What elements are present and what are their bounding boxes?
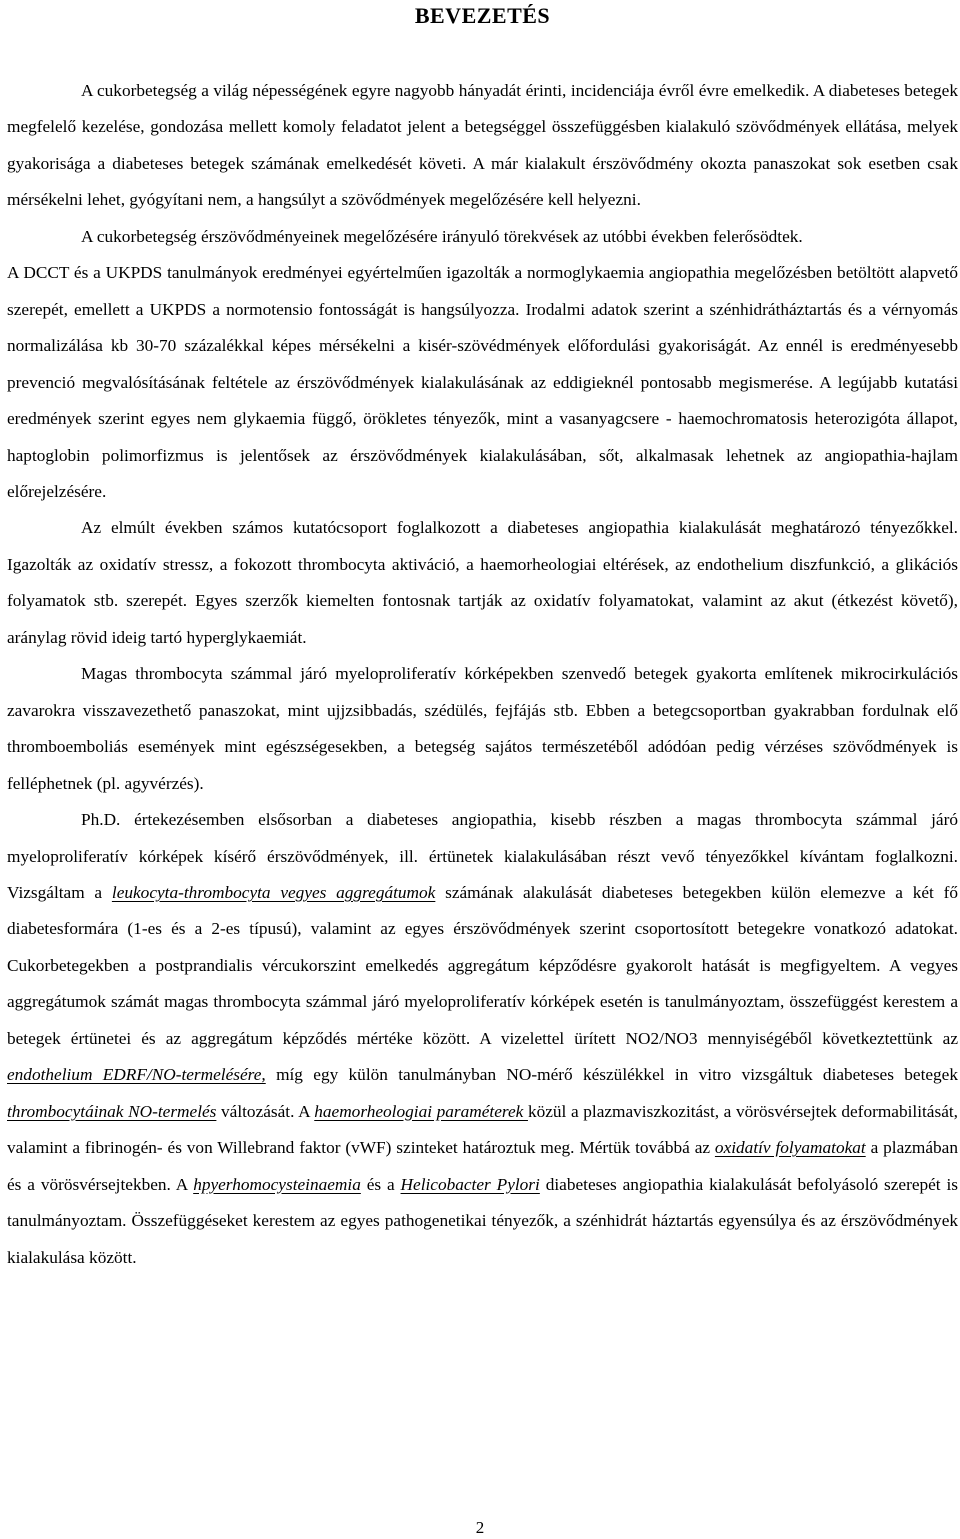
text-run: számának alakulását diabeteses betegekben külön elemezve a két fő diabetesformára (1-es és a 2-es típusú), valamint az egyes érszövődmények szerint csoportosított betegekre vonatkozó adatokat. Cukorbetegekben a postprandialis vércukorszint emelkedés aggregátum képződésre gyakorolt hatását is megfigyeltem. A vegyes aggregátumok számát magas thrombocyta számmal járó myeloproliferatív kórképek esetén is tanulmányoztam, összefüggést kerestem a betegek értünetei és az aggregátum képződés mértéke között. A vizelettel ürített NO2/NO3 mennyiségéből következtettünk az — [7, 882, 958, 1048]
emphasis-homocysteinaemia: hpyerhomocysteinaemia — [193, 1174, 361, 1194]
text-run: közül a plazmaviszkozitást, a vörösvérsejtek deformabilitását, valamint a fibrinogén- és von Willebrand faktor (vWF) szinteket határoztuk meg. Mértük továbbá az — [7, 1101, 958, 1158]
paragraph-thrombocyta: Magas thrombocyta számmal járó myeloproliferatív kórképekben szenvedő betegek gyakorta említenek mikrocirkulációs zavarokra visszavezethető panaszokat, mint ujjzsibbadás, szédülés, fejfájás stb. Ebben a betegcsoportban gyakrabban fordulnak elő thromboemboliás események mint egészségesekben, a betegség sajátos természetéből adódóan pedig vérzéses szövődmények is felléphetnek (pl. agyvérzés). — [7, 664, 958, 793]
emphasis-no-production: thrombocytáinak NO-termelés — [7, 1101, 217, 1121]
page-number: 2 — [475, 1518, 485, 1537]
body-text — [7, 73, 958, 1276]
text-run: Ph.D. értekezésemben elsősorban a diabeteses angiopathia, kisebb részben a magas thrombocyta számmal járó myeloproliferatív kórképek kísérő érszövődmények, ill. értünetek kialakulásában részt vevő tényezőkkel kívántam foglalkozni. Vizsgáltam a — [7, 810, 958, 902]
text-run: míg egy külön tanulmányban NO-mérő készülékkel in vitro vizsgáltuk diabeteses betegek — [265, 1065, 958, 1085]
emphasis-helicobacter: Helicobacter Pylori — [400, 1174, 540, 1194]
text-run: változását. A — [216, 1101, 315, 1121]
emphasis-haemorheology: haemorheologiai paraméterek — [314, 1101, 528, 1121]
document-page — [7, 0, 958, 1276]
paragraph-prevention-trend: A cukorbetegség érszövődményeinek megelőzésére irányuló törekvések az utóbbi években felerősödtek. — [81, 226, 803, 246]
emphasis-endothelium: endothelium EDRF/NO-termelésére, — [7, 1065, 266, 1085]
paragraph-dcct-ukpds: A DCCT és a UKPDS tanulmányok eredményei egyértelműen igazolták a normoglykaemia angiopathia megelőzésben betöltött alapvető szerepét, emellett a UKPDS a normotensio fontosságát is hangsúlyozza. Irodalmi adatok szerint a szénhidrátháztartás és a vérnyomás normalizálása kb 30-70 százalékkal képes mérsékelni a kisér-szövédmények előfordulási gyakoriságát. Az ennél is eredményesebb prevenció megvalósításának feltétele az érszövődmények kialakulásának az eddigieknél pontosabb megismerése. A legújabb kutatási eredmények szerint egyes nem glykaemia függő, örökletes tényezők, mint a vasanyagcsere - haemochromatosis heterozigóta állapot, haptoglobin polimorfizmus is jelentősek az érszövődmények kialakulásában, sőt, alkalmasak lehetnek az angiopathia-hajlam előrejelzésére. — [7, 263, 958, 501]
page-title: BEVEZETÉS — [414, 3, 551, 28]
paragraph-phd-aims — [7, 802, 958, 1276]
paragraph-intro: A cukorbetegség a világ népességének egyre nagyobb hányadát érinti, incidenciája évről évre emelkedik. A diabeteses betegek megfelelő kezelése, gondozása mellett komoly feladatot jelent a betegséggel összefüggésben kialakuló szövődmények ellátása, melyek gyakorisága a diabeteses betegek számának emelkedését követi. A már kialakult érszövődmény okozta panaszokat sok esetben csak mérsékelni lehet, gyógyítani nem, a hangsúlyt a szövődmények megelőzésére kell helyezni. — [7, 81, 958, 210]
emphasis-aggregates: leukocyta-thrombocyta vegyes aggregátumok — [111, 882, 436, 902]
text-run: diabeteses angiopathia kialakulását befolyásoló szerepét is tanulmányoztam. Összefüggéseket kerestem az egyes pathogenetikai tényezők, a szénhidrát háztartás egyensúlya és az érszövődmények kialakulása között. — [7, 1174, 959, 1267]
text-run: a plazmában és a vörösvérsejtekben. A — [7, 1138, 958, 1194]
paragraph-research-groups: Az elmúlt években számos kutatócsoport foglalkozott a diabeteses angiopathia kialakulását meghatározó tényezőkkel. Igazolták az oxidatív stressz, a fokozott thrombocyta aktiváció, a haemorheologiai eltérések, az endothelium diszfunkció, a glikációs folyamatok stb. szerepét. Egyes szerzők kiemelten fontosnak tartják az oxidatív folyamatokat, valamint az akut (étkezést követő), aránylag rövid ideig tartó hyperglykaemiát. — [7, 518, 958, 647]
text-run: és a — [360, 1174, 401, 1194]
emphasis-oxidative: oxidatív folyamatokat — [714, 1138, 866, 1158]
